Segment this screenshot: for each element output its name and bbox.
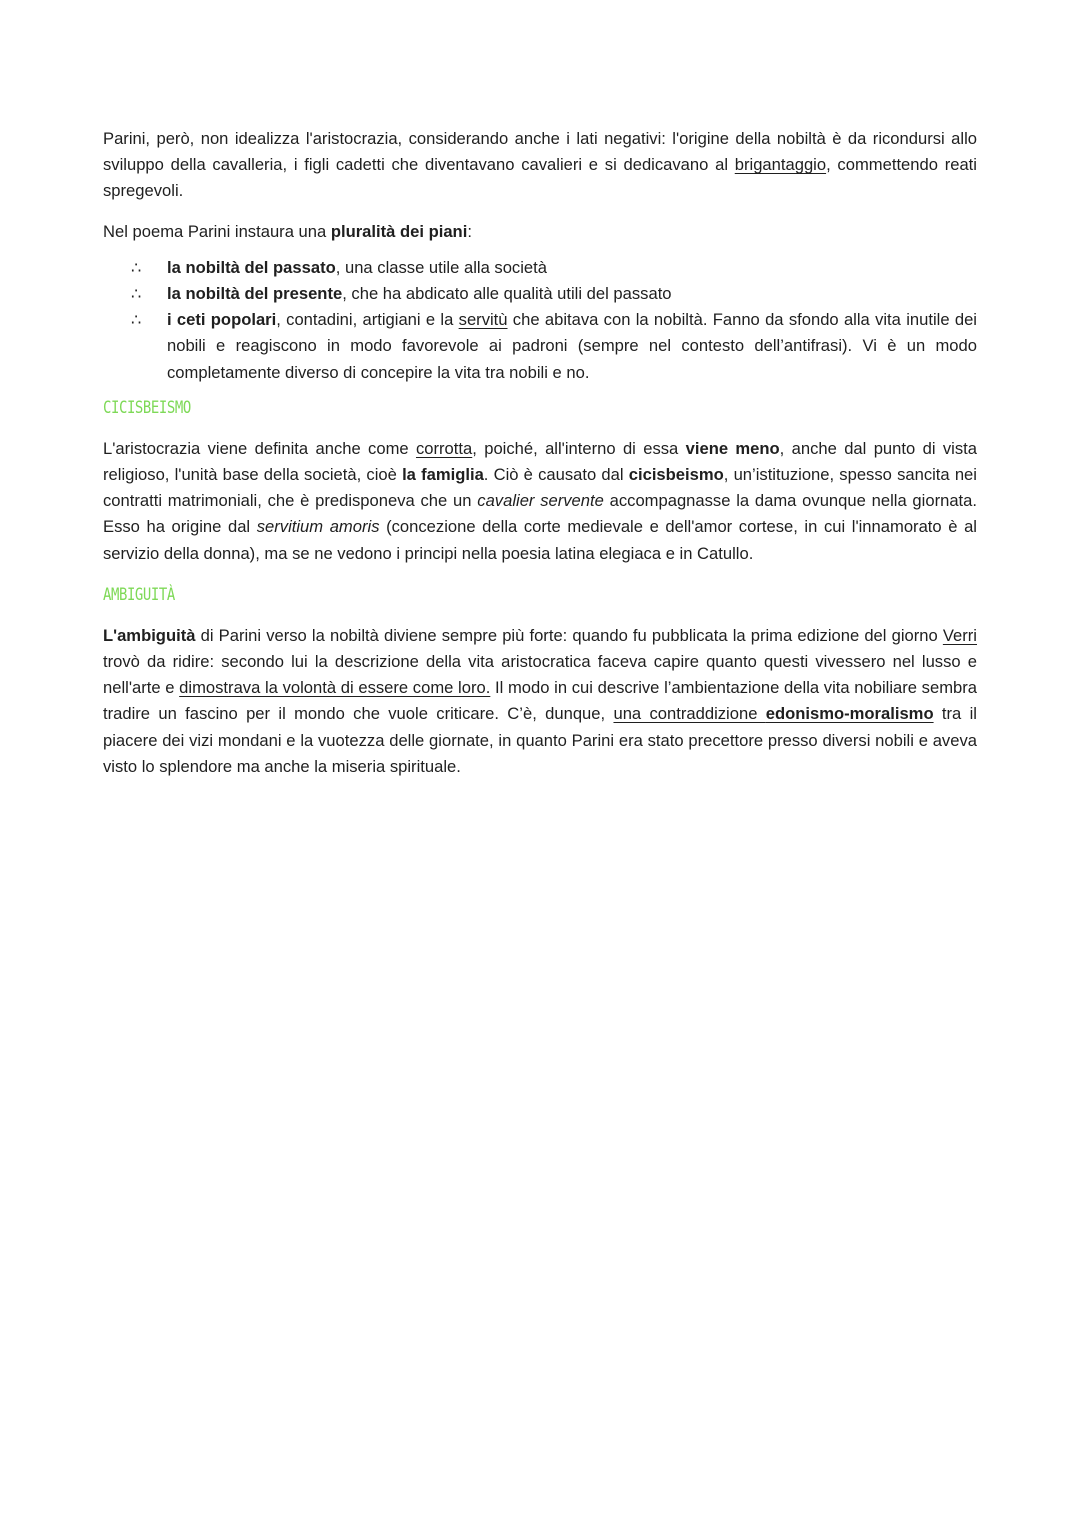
text-run: , anche dal punto di vista religioso, l'unità base della società, cioè xyxy=(103,438,977,485)
text-run: accompagnasse la dama ovunque nella giornata. Esso ha origine dal xyxy=(103,491,978,537)
section-cicisbeismo xyxy=(103,395,977,567)
list-item-text xyxy=(167,284,672,303)
text-run: servitium amoris xyxy=(256,517,380,537)
plurality-intro-paragraph xyxy=(103,219,977,245)
text-run: brigantaggio xyxy=(734,155,827,175)
therefore-bullet-icon: ∴ xyxy=(131,257,142,277)
text-run: cicisbeismo xyxy=(628,465,724,485)
section-heading-cicisbeismo: CICISBEISMO xyxy=(103,397,191,418)
plurality-list xyxy=(103,255,977,386)
text-run: L'aristocrazia viene definita anche come xyxy=(103,438,416,458)
text-run: edonismo-moralismo xyxy=(765,704,934,724)
text-run: viene meno xyxy=(685,438,780,458)
text-run: trovò da ridire: secondo lui la descrizione della vita aristocratica faceva capire quanto questi vivessero nel lusso e nell'arte e xyxy=(103,652,977,698)
text-run: (concezione della corte medievale e dell'amor cortese, in cui l'innamorato è al servizio della donna), ma se ne vedono i principi nella poesia latina elegiaca e in Catullo. xyxy=(103,517,977,563)
text-run: , una classe utile alla società xyxy=(335,257,547,277)
list-item xyxy=(131,255,977,281)
text-run: , un’istituzione, spesso sancita nei contratti matrimoniali, che è predisponeva che un xyxy=(103,465,977,511)
text-run: Verri xyxy=(942,625,977,645)
text-run: : xyxy=(467,221,472,241)
text-run: Il modo in cui descrive l’ambientazione della vita nobiliare sembra tradire un fascino per il mondo che vuole criticare. C’è, dunque, xyxy=(103,678,977,724)
section-heading-ambiguita: AMBIGUITÀ xyxy=(103,584,175,605)
text-run: la nobiltà del passato xyxy=(167,257,336,277)
text-run: la famiglia xyxy=(402,465,484,485)
list-item xyxy=(131,281,977,307)
text-run: , commettendo reati spregevoli. xyxy=(103,155,977,201)
text-run: pluralità dei piani xyxy=(330,221,468,241)
text-run: Parini, però, non idealizza l'aristocrazia, considerando anche i lati negativi: l'origine della nobiltà è da ricondursi allo sviluppo della cavalleria, i figli cadetti che diventavano cavalieri e si dedicavano al xyxy=(103,129,977,175)
text-run: di Parini verso la nobiltà diviene sempre più forte: quando fu pubblicata la prima edizione del giorno xyxy=(195,625,943,645)
text-run: che abitava con la nobiltà. Fanno da sfondo alla vita inutile dei nobili e reagiscono in modo favorevole ai padroni (sempre nel contesto dell’antifrasi). Vi è un modo completamente diverso di concepire la vita tra nobili e no. xyxy=(167,310,977,382)
text-run: , poiché, all'interno di essa xyxy=(472,438,686,458)
text-run: servitù xyxy=(458,310,508,330)
text-run: corrotta xyxy=(415,438,473,458)
therefore-bullet-icon: ∴ xyxy=(131,310,142,330)
ambiguita-paragraph xyxy=(103,623,977,780)
text-run: , contadini, artigiani e la xyxy=(276,310,459,330)
intro-paragraph xyxy=(103,126,977,205)
text-run: . Ciò è causato dal xyxy=(483,465,629,485)
text-run: cavalier servente xyxy=(477,491,604,511)
text-run: , che ha abdicato alle qualità utili del passato xyxy=(342,284,672,304)
list-item-text xyxy=(167,310,977,381)
cicisbeismo-paragraph xyxy=(103,436,977,567)
section-ambiguita xyxy=(103,567,977,780)
document-body xyxy=(103,126,977,780)
text-run: Nel poema Parini instaura una xyxy=(103,221,331,241)
text-run: dimostrava la volontà di essere come loro. xyxy=(179,678,491,698)
text-run: i ceti popolari xyxy=(167,310,277,330)
text-run: la nobiltà del presente xyxy=(167,284,343,304)
list-item-text xyxy=(167,258,547,277)
text-run: L'ambiguità xyxy=(103,625,196,645)
list-item xyxy=(131,307,977,386)
text-run: una contraddizione xyxy=(613,704,766,724)
therefore-bullet-icon: ∴ xyxy=(131,284,142,304)
text-run: tra il piacere dei vizi mondani e la vuotezza delle giornate, in quanto Parini era stato precettore presso diversi nobili e aveva visto lo splendore ma anche la miseria spirituale. xyxy=(103,704,977,776)
